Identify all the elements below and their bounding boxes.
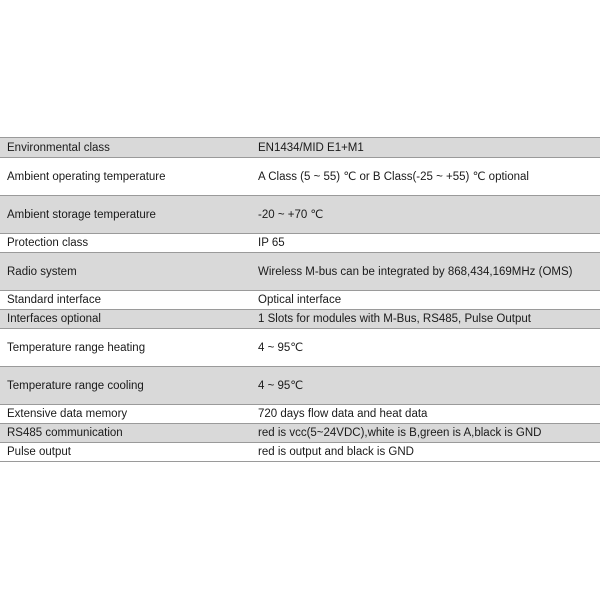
spec-value: 720 days flow data and heat data [252,405,600,424]
table-row [0,158,600,196]
table-row [0,329,600,367]
spec-table [0,137,600,462]
spec-label: Ambient storage temperature [0,196,252,234]
spec-label: Environmental class [0,138,252,158]
spec-value: 4 ~ 95℃ [252,329,600,367]
table-row [0,196,600,234]
table-row [0,234,600,253]
spec-value: red is vcc(5~24VDC),white is B,green is A,black is GND [252,424,600,443]
table-row [0,253,600,291]
table-row [0,443,600,462]
spec-value: 1 Slots for modules with M-Bus, RS485, Pulse Output [252,310,600,329]
spec-label: Radio system [0,253,252,291]
spec-value: red is output and black is GND [252,443,600,462]
spec-label: Extensive data memory [0,405,252,424]
spec-label: Pulse output [0,443,252,462]
spec-value: Wireless M-bus can be integrated by 868,434,169MHz (OMS) [252,253,600,291]
spec-value: Optical interface [252,291,600,310]
spec-value: EN1434/MID E1+M1 [252,138,600,158]
spec-value: -20 ~ +70 ℃ [252,196,600,234]
spec-label: Temperature range heating [0,329,252,367]
table-row [0,310,600,329]
spec-label: Temperature range cooling [0,367,252,405]
spec-label: Ambient operating temperature [0,158,252,196]
spec-label: Interfaces optional [0,310,252,329]
spec-label: Protection class [0,234,252,253]
spec-label: Standard interface [0,291,252,310]
table-row [0,424,600,443]
spec-label: RS485 communication [0,424,252,443]
spec-value: 4 ~ 95℃ [252,367,600,405]
spec-value: A Class (5 ~ 55) ℃ or B Class(-25 ~ +55) ℃ optional [252,158,600,196]
table-row [0,291,600,310]
spec-value: IP 65 [252,234,600,253]
table-row [0,367,600,405]
table-row [0,405,600,424]
table-row [0,138,600,158]
